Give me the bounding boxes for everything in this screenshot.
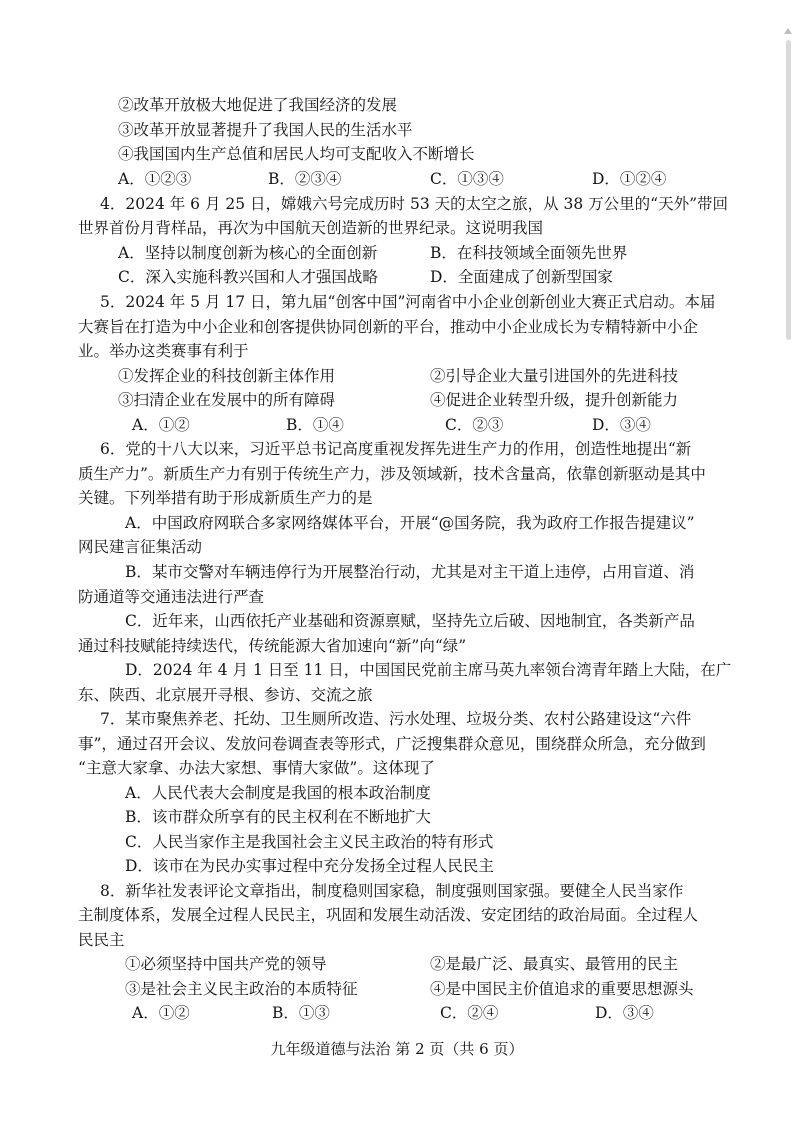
q6-option-d-line-1: D．2024 年 4 月 1 日至 11 日，中国国民党前主席马英九率领台湾青年踏上大陆，在广 — [125, 661, 732, 679]
q8-item-3: ③是社会主义民主政治的本质特征 — [125, 980, 358, 998]
q8-item-1: ①必须坚持中国共产党的领导 — [125, 955, 327, 973]
q5-option-b: B．①④ — [286, 416, 344, 434]
q7-stem-line-3: “主意大家拿、办法大家想、事情大家做”。这体现了 — [78, 759, 435, 777]
q6-stem-line-2: 质生产力”。新质生产力有别于传统生产力，涉及领域新，技术含量高，依靠创新驱动是其中 — [78, 465, 706, 483]
q5-option-c: C．②③ — [445, 416, 504, 434]
q8-item-2: ②是最广泛、最真实、最管用的民主 — [430, 955, 679, 973]
q6-option-b-line-2: 防通道等交通违法进行严查 — [78, 588, 265, 606]
q3-option-c: C．①③④ — [430, 170, 504, 188]
q7-stem-line-1: 7．某市聚焦养老、托幼、卫生厕所改造、污水处理、垃圾分类、农村公路建设这“六件 — [100, 710, 692, 728]
q8-option-a: A．①② — [132, 1004, 190, 1022]
q6-option-c-line-2: 通过科技赋能持续迭代，传统能源大省加速向“新”向“绿” — [78, 637, 467, 655]
vertical-scrollbar[interactable] — [786, 40, 791, 340]
q6-option-a-line-2: 网民建言征集活动 — [78, 538, 203, 556]
q4-option-b: B．在科技领域全面领先世界 — [430, 244, 628, 262]
q6-stem-line-3: 关键。下列举措有助于形成新质生产力的是 — [78, 489, 373, 507]
q3-item-2: ②改革开放极大地促进了我国经济的发展 — [118, 96, 398, 114]
q5-item-2: ②引导企业大量引进国外的先进科技 — [430, 367, 679, 385]
q8-item-4: ④是中国民主价值追求的重要思想源头 — [430, 980, 694, 998]
q3-option-d: D．①②④ — [592, 170, 667, 188]
q6-option-b-line-1: B．某市交警对车辆违停行为开展整治行动，尤其是对主干道上违停，占用盲道、消 — [125, 563, 695, 581]
q8-option-b: B．①③ — [272, 1004, 330, 1022]
q4-option-c: C．深入实施科教兴国和人才强国战略 — [118, 268, 378, 286]
q5-stem-line-1: 5．2024 年 5 月 17 日，第九届“创客中国”河南省中小企业创新创业大赛正式启动。本届 — [100, 293, 716, 311]
q5-item-1: ①发挥企业的科技创新主体作用 — [118, 367, 336, 385]
q7-option-d: D．该市在为民办实事过程中充分发扬全过程人民民主 — [125, 857, 494, 875]
q5-option-a: A．①② — [132, 416, 190, 434]
q7-option-a: A．人民代表大会制度是我国的根本政治制度 — [125, 784, 431, 802]
q7-stem-line-2: 事”，通过召开会议、发放问卷调查表等形式，广泛搜集群众意见，围绕群众所急，充分做到 — [78, 735, 706, 753]
q7-option-b: B．该市群众所享有的民主权利在不断地扩大 — [125, 808, 431, 826]
q8-option-d: D．③④ — [595, 1004, 654, 1022]
q5-option-d: D．③④ — [592, 416, 651, 434]
q6-stem-line-1: 6．党的十八大以来，习近平总书记高度重视发挥先进生产力的作用，创造性地提出“新 — [100, 440, 692, 458]
q5-item-4: ④促进企业转型升级，提升创新能力 — [430, 391, 679, 409]
q5-stem-line-3: 业。举办这类赛事有利于 — [78, 342, 249, 360]
q4-stem-line-1: 4．2024 年 6 月 25 日，嫦娥六号完成历时 53 天的太空之旅，从 38 万公里的“天外”带回 — [100, 195, 729, 213]
q8-stem-line-2: 主制度体系，发展全过程人民民主，巩固和发展生动活泼、安定团结的政治局面。全过程人 — [78, 906, 699, 924]
q3-option-b: B．②③④ — [268, 170, 342, 188]
q6-option-d-line-2: 东、陕西、北京展开寻根、参访、交流之旅 — [78, 686, 373, 704]
q5-stem-line-2: 大赛旨在打造为中小企业和创客提供协同创新的平台，推动中小企业成长为专精特新中小企 — [78, 318, 699, 336]
q8-stem-line-3: 民民主 — [78, 931, 125, 949]
q8-stem-line-1: 8．新华社发表评论文章指出，制度稳则国家稳，制度强则国家强。要健全人民当家作 — [100, 882, 684, 900]
q4-option-a: A．坚持以制度创新为核心的全面创新 — [118, 244, 378, 262]
page-footer: 九年级道德与法治 第 2 页（共 6 页） — [270, 1040, 524, 1058]
q5-item-3: ③扫清企业在发展中的所有障碍 — [118, 391, 336, 409]
scroll-up-arrow-icon[interactable] — [784, 28, 792, 34]
q3-item-4: ④我国国内生产总值和居民人均可支配收入不断增长 — [118, 145, 475, 163]
q8-option-c: C．②④ — [440, 1004, 499, 1022]
q6-option-a-line-1: A．中国政府网联合多家网络媒体平台，开展“@国务院，我为政府工作报告提建议” — [125, 514, 695, 532]
q4-option-d: D．全面建成了创新型国家 — [430, 268, 613, 286]
q6-option-c-line-1: C．近年来，山西依托产业基础和资源禀赋，坚持先立后破、因地制宜，各类新产品 — [125, 612, 695, 630]
q3-option-a: A．①②③ — [118, 170, 192, 188]
q4-stem-line-2: 世界首份月背样品，再次为中国航天创造新的世界纪录。这说明我国 — [78, 219, 544, 237]
q7-option-c: C．人民当家作主是我国社会主义民主政治的特有形式 — [125, 833, 494, 851]
q3-item-3: ③改革开放显著提升了我国人民的生活水平 — [118, 121, 413, 139]
